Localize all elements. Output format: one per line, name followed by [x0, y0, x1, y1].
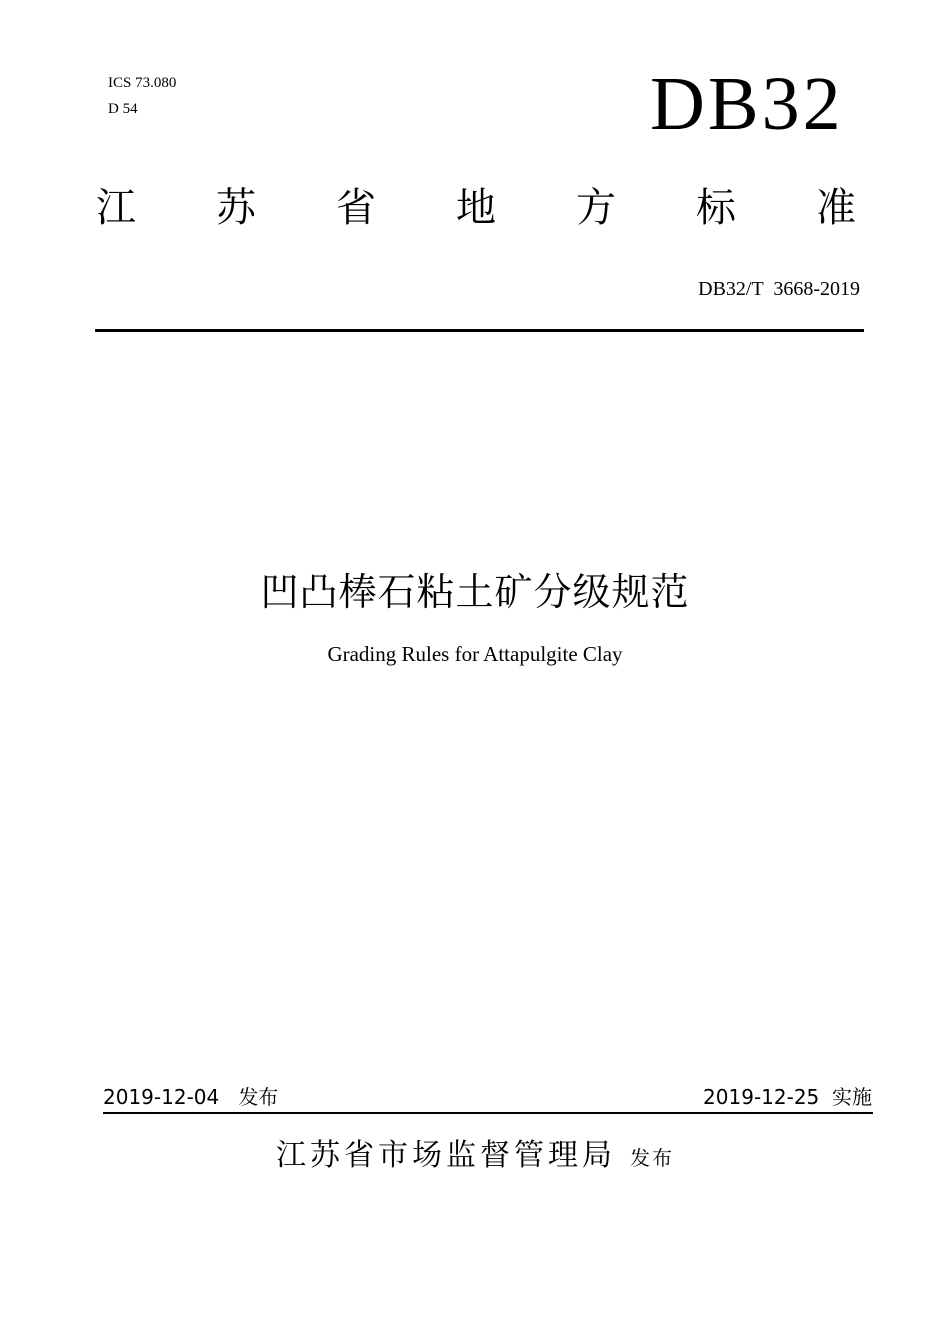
- document-title-en: Grading Rules for Attapulgite Clay: [327, 642, 623, 666]
- publisher-action: 发布: [630, 1146, 674, 1170]
- publish-label: 发布: [238, 1085, 279, 1109]
- document-title-zh: 凹凸棒石粘土矿分级规范: [260, 570, 690, 614]
- standard-type-char: 准: [816, 185, 856, 231]
- header-divider: [95, 329, 864, 332]
- implement-label: 实施: [832, 1085, 872, 1109]
- publish-date-line: [103, 1083, 278, 1111]
- standard-type-char: 地: [456, 185, 496, 231]
- standard-type-char: 方: [576, 185, 616, 231]
- publisher-line: [0, 1134, 950, 1180]
- implement-date-line: [703, 1083, 872, 1111]
- standard-number: DB32/T 3668-2019: [698, 278, 860, 300]
- standard-type-char: 省: [336, 185, 376, 231]
- standard-logo: DB32: [650, 62, 844, 146]
- standard-type-char: 标: [696, 185, 736, 231]
- standard-type-char: 江: [96, 185, 136, 231]
- implement-date: 2019-12-25: [703, 1085, 820, 1109]
- standard-type-heading: [96, 180, 856, 236]
- publisher-name: 江苏省市场监督管理局: [276, 1138, 616, 1173]
- classification-code: D 54: [108, 101, 138, 117]
- footer-divider: [103, 1112, 873, 1114]
- ics-code: ICS 73.080: [108, 75, 177, 91]
- standard-type-char: 苏: [216, 185, 256, 231]
- publish-date: 2019-12-04: [103, 1085, 220, 1109]
